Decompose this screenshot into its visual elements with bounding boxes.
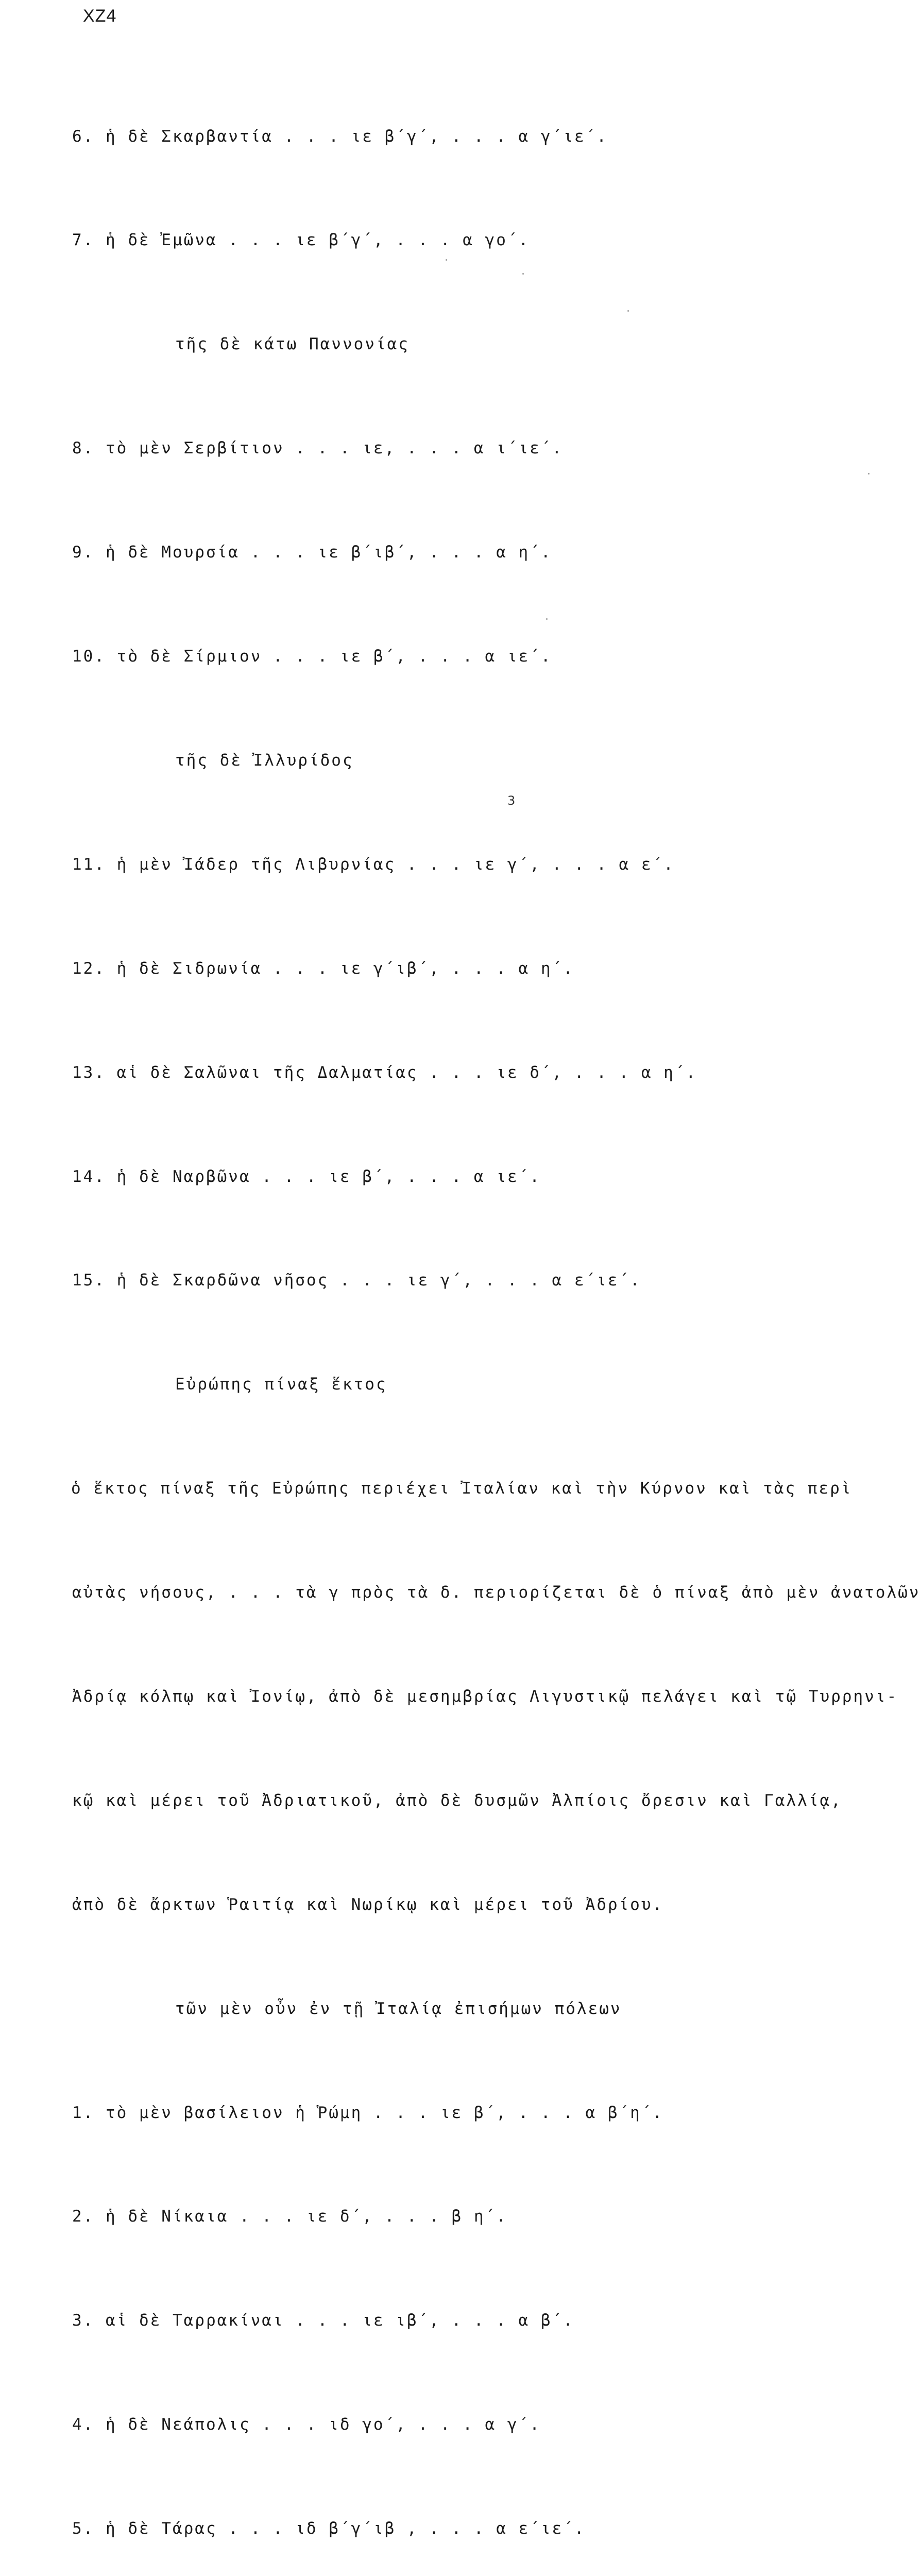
- line-10: 13. αἱ δὲ Σαλῶναι τῆς Δαλματίας . . . ιε δ΄, . . . α η΄.: [72, 1063, 697, 1082]
- line-8: 11. ἡ μὲν Ἰάδερ τῆς Λιβυρνίας . . . ιε γ΄, . . . α ε΄.: [72, 855, 675, 874]
- line-4: 8. τὸ μὲν Σερβίτιον . . . ιε, . . . α ι΄ιε΄.: [72, 439, 564, 458]
- line-12: 15. ἡ δὲ Σκαρδῶνα νῆσος . . . ιε γ΄, . . . α ε΄ιε΄.: [72, 1271, 641, 1290]
- page-label: XZ4: [83, 6, 117, 26]
- margin-note: 3: [507, 793, 516, 808]
- line-2: 7. ἡ δὲ Ἐμῶνα . . . ιε β΄γ΄, . . . α γο΄.: [72, 231, 530, 250]
- paragraph-line: ὁ ἕκτος πίναξ τῆς Εὐρώπης περιέχει Ἰταλίαν καὶ τὴν Κύρνον καὶ τὰς περὶ: [71, 1479, 853, 1498]
- section-heading: τῆς δὲ Ἰλλυρίδος: [175, 751, 354, 770]
- section-heading: τῶν μὲν οὖν ἐν τῇ Ἰταλίᾳ ἐπισήμων πόλεων: [175, 1999, 622, 2018]
- section-heading: Εὐρώπης πίναξ ἕκτος: [175, 1375, 387, 1394]
- line-21: 2. ἡ δὲ Νίκαια . . . ιε δ΄, . . . β η΄.: [72, 2207, 507, 2226]
- line-1: 6. ἡ δὲ Σκαρβαντία . . . ιε β΄γ΄, . . . α γ΄ιε΄.: [72, 127, 608, 146]
- section-heading: τῆς δὲ κάτω Παννονίας: [175, 335, 410, 354]
- paragraph-line: ἀπὸ δὲ ἄρκτων Ῥαιτίᾳ καὶ Νωρίκῳ καὶ μέρει τοῦ Ἀδρίου.: [72, 1895, 664, 1914]
- line-22: 3. αἱ δὲ Ταρρακίναι . . . ιε ιβ΄, . . . α β΄.: [72, 2311, 574, 2330]
- line-11: 14. ἡ δὲ Ναρβῶνα . . . ιε β΄, . . . α ιε΄.: [72, 1167, 541, 1186]
- paragraph-line: κῷ καὶ μέρει τοῦ Ἀδριατικοῦ, ἀπὸ δὲ δυσμῶν Ἀλπίοις ὄρεσιν καὶ Γαλλίᾳ,: [72, 1791, 842, 1810]
- line-6: 10. τὸ δὲ Σίρμιον . . . ιε β΄, . . . α ιε΄.: [72, 647, 552, 666]
- text-body: [71, 50, 920, 2576]
- line-5: 9. ἡ δὲ Μουρσία . . . ιε β΄ιβ΄, . . . α η΄.: [72, 543, 552, 562]
- paragraph-line: Ἀδρίᾳ κόλπῳ καὶ Ἰονίῳ, ἀπὸ δὲ μεσημβρίας Λιγυστικῷ πελάγει καὶ τῷ Τυρρηνι-: [72, 1687, 898, 1706]
- line-9: 12. ἡ δὲ Σιδρωνία . . . ιε γ΄ιβ΄, . . . α η΄.: [72, 959, 574, 978]
- line-20: 1. τὸ μὲν βασίλειον ἡ Ῥώμη . . . ιε β΄, . . . α β΄η΄.: [72, 2103, 664, 2122]
- line-24: 5. ἡ δὲ Τάρας . . . ιδ β΄γ΄ιβ , . . . α ε΄ιε΄.: [72, 2519, 586, 2538]
- line-23: 4. ἡ δὲ Νεάπολις . . . ιδ γο΄, . . . α γ΄.: [72, 2415, 541, 2434]
- paragraph-line: αὐτὰς νήσους, . . . τὰ γ πρὸς τὰ δ. περιορίζεται δὲ ὁ πίναξ ἀπὸ μὲν ἀνατολῶν: [72, 1583, 920, 1602]
